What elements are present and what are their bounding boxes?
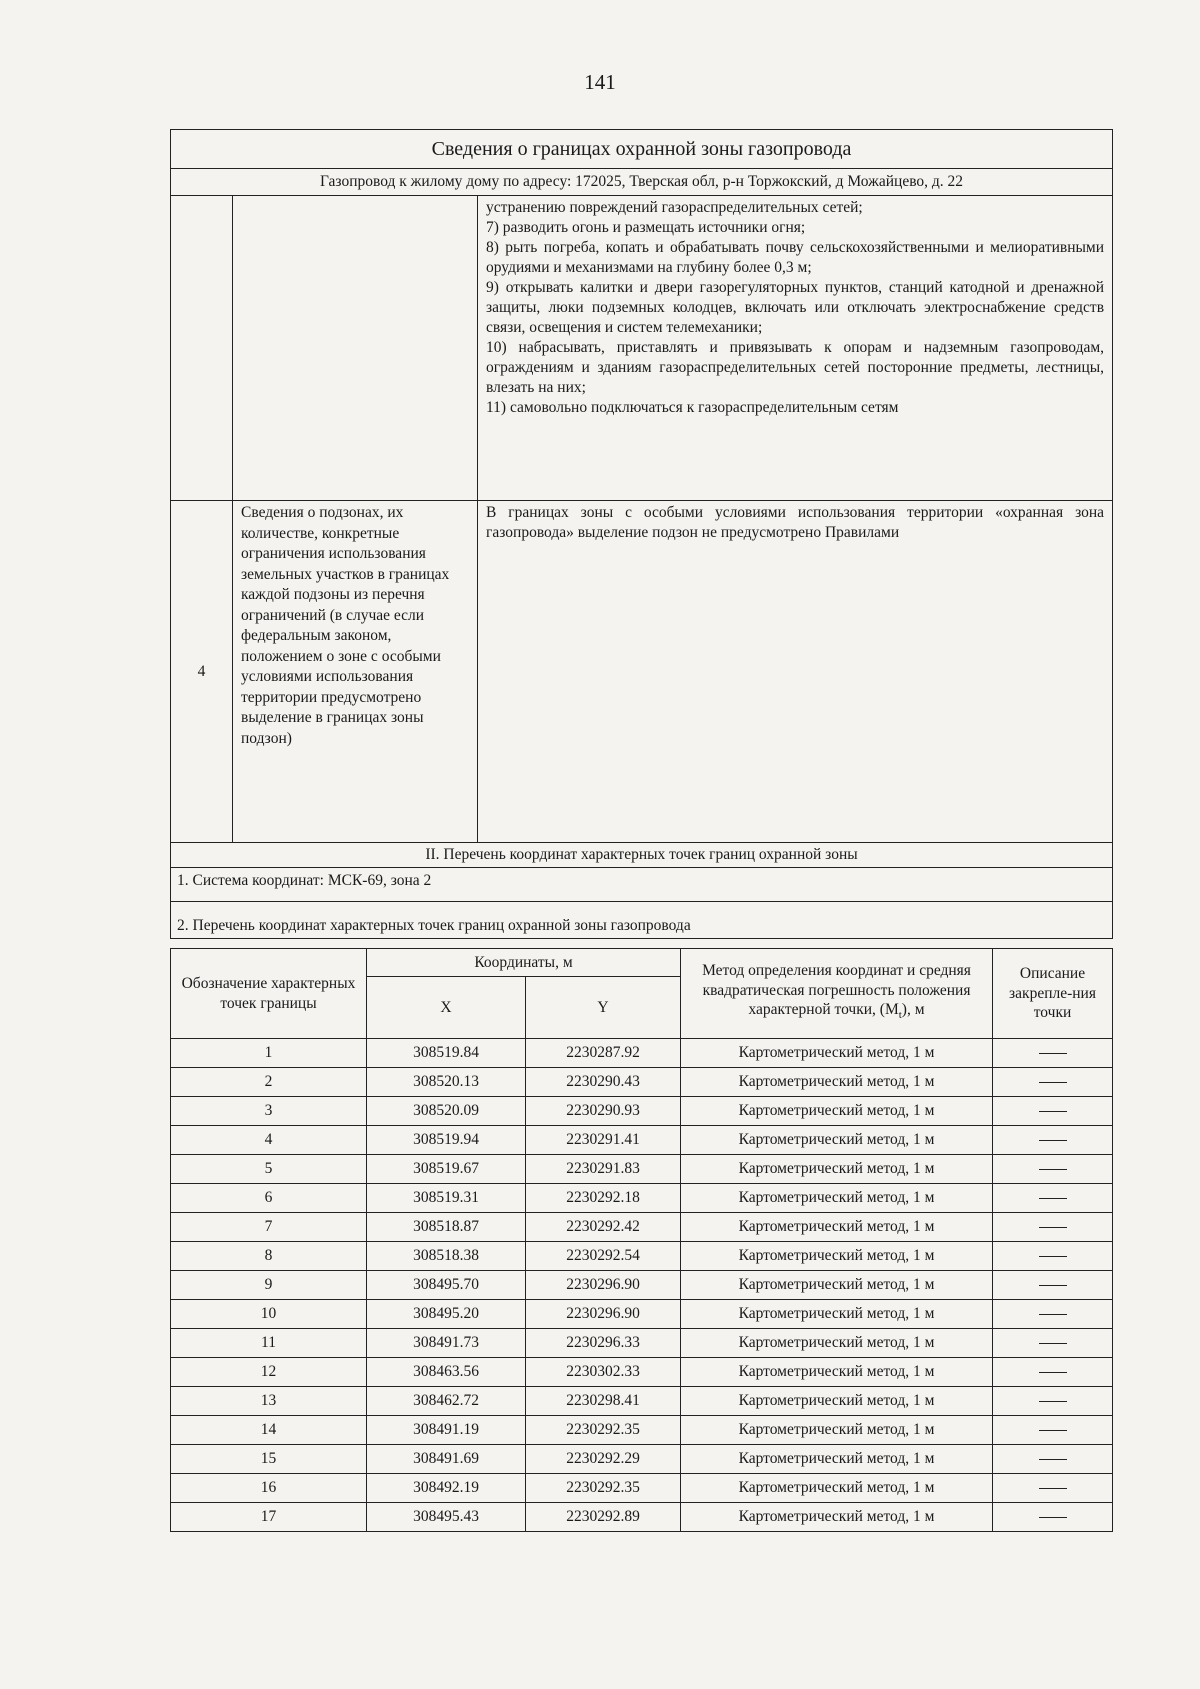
restriction-line: 10) набрасывать, приставлять и привязывать к опорам и надземным газопроводам, ограждениям и зданиям газораспределительных сетей посторонние предметы, лестницы, влезать на них; [486, 339, 1105, 396]
x-coordinate: 308519.31 [367, 1184, 526, 1213]
method-cell: Картометрический метод, 1 м [681, 1213, 993, 1242]
point-number: 7 [171, 1213, 367, 1242]
x-coordinate: 308519.84 [367, 1039, 526, 1068]
empty-number-cell [171, 196, 233, 501]
method-cell: Картометрический метод, 1 м [681, 1358, 993, 1387]
restriction-line: 11) самовольно подключаться к газораспределительным сетям [486, 399, 899, 416]
description-cell [993, 1155, 1113, 1184]
y-coordinate: 2230296.33 [526, 1329, 681, 1358]
coordinates-table [170, 948, 1113, 1532]
dash-mark [1039, 1082, 1067, 1083]
x-coordinate: 308520.13 [367, 1068, 526, 1097]
point-number: 5 [171, 1155, 367, 1184]
point-number: 9 [171, 1271, 367, 1300]
point-number: 1 [171, 1039, 367, 1068]
description-cell [993, 1300, 1113, 1329]
y-coordinate: 2230302.33 [526, 1358, 681, 1387]
y-coordinate: 2230287.92 [526, 1039, 681, 1068]
table-row [171, 1358, 1113, 1387]
dash-mark [1039, 1227, 1067, 1228]
table-row [171, 1329, 1113, 1358]
point-number: 4 [171, 1126, 367, 1155]
y-coordinate: 2230296.90 [526, 1271, 681, 1300]
table-row [171, 1155, 1113, 1184]
x-coordinate: 308518.87 [367, 1213, 526, 1242]
dash-mark [1039, 1459, 1067, 1460]
table-row [171, 1474, 1113, 1503]
x-coordinate: 308495.20 [367, 1300, 526, 1329]
y-coordinate: 2230292.35 [526, 1474, 681, 1503]
method-cell: Картометрический метод, 1 м [681, 1445, 993, 1474]
zone-info-table [170, 129, 1113, 939]
restrictions-continuation [478, 196, 1113, 501]
y-coordinate: 2230292.35 [526, 1416, 681, 1445]
restriction-line: устранению повреждений газораспределительных сетей; [486, 199, 863, 216]
x-coordinate: 308492.19 [367, 1474, 526, 1503]
gas-pipeline-address: Газопровод к жилому дому по адресу: 172025, Тверская обл, р-н Торжокский, д Можайцево, д. 22 [171, 169, 1113, 196]
x-coordinate: 308520.09 [367, 1097, 526, 1126]
dash-mark [1039, 1430, 1067, 1431]
method-cell: Картометрический метод, 1 м [681, 1387, 993, 1416]
x-coordinate: 308491.73 [367, 1329, 526, 1358]
x-coordinate: 308491.19 [367, 1416, 526, 1445]
y-coordinate: 2230292.89 [526, 1503, 681, 1532]
dash-mark [1039, 1343, 1067, 1344]
subzones-label: Сведения о подзонах, их количестве, конкретные ограничения использования земельных участков в границах каждой подзоны из перечня ограничений (в случае если федеральным законом, положением о зоне с особыми условиями использования территории предусмотрено выделение в границах зоны подзон) [233, 501, 478, 843]
method-cell: Картометрический метод, 1 м [681, 1416, 993, 1445]
description-cell [993, 1416, 1113, 1445]
y-coordinate: 2230291.41 [526, 1126, 681, 1155]
x-coordinate: 308462.72 [367, 1387, 526, 1416]
point-number: 13 [171, 1387, 367, 1416]
table-row [171, 1387, 1113, 1416]
method-cell: Картометрический метод, 1 м [681, 1329, 993, 1358]
description-cell [993, 1329, 1113, 1358]
method-cell: Картометрический метод, 1 м [681, 1126, 993, 1155]
table-row [171, 1271, 1113, 1300]
method-cell: Картометрический метод, 1 м [681, 1474, 993, 1503]
description-cell [993, 1097, 1113, 1126]
y-coordinate: 2230292.29 [526, 1445, 681, 1474]
y-coordinate: 2230290.43 [526, 1068, 681, 1097]
dash-mark [1039, 1488, 1067, 1489]
method-cell: Картометрический метод, 1 м [681, 1068, 993, 1097]
y-coordinate: 2230291.83 [526, 1155, 681, 1184]
section-2-title: II. Перечень координат характерных точек границ охранной зоны [171, 843, 1113, 868]
description-cell [993, 1039, 1113, 1068]
description-header: Описание закрепле-ния точки [993, 949, 1113, 1039]
empty-label-cell [233, 196, 478, 501]
description-cell [993, 1184, 1113, 1213]
table-row [171, 1126, 1113, 1155]
dash-mark [1039, 1517, 1067, 1518]
dash-mark [1039, 1140, 1067, 1141]
method-cell: Картометрический метод, 1 м [681, 1155, 993, 1184]
method-header: Метод определения координат и средняя квадратическая погрешность положения характерной точки, $(M_t)$, м [681, 949, 993, 1039]
dash-mark [1039, 1285, 1067, 1286]
restriction-line: 9) открывать калитки и двери газорегуляторных пунктов, станций катодной и дренажной защиты, люки подземных колодцев, включать или отключать электроснабжение средств связи, освещения и систем телемеханики; [486, 279, 1105, 336]
point-number: 8 [171, 1242, 367, 1271]
table-row [171, 1300, 1113, 1329]
description-cell [993, 1213, 1113, 1242]
y-coordinate: 2230296.90 [526, 1300, 681, 1329]
dash-mark [1039, 1401, 1067, 1402]
point-number: 3 [171, 1097, 367, 1126]
point-number: 6 [171, 1184, 367, 1213]
x-coordinate: 308463.56 [367, 1358, 526, 1387]
method-cell: Картометрический метод, 1 м [681, 1184, 993, 1213]
x-coordinate: 308518.38 [367, 1242, 526, 1271]
description-cell [993, 1126, 1113, 1155]
table-row [171, 1039, 1113, 1068]
point-number: 17 [171, 1503, 367, 1532]
table-row [171, 1097, 1113, 1126]
method-cell: Картометрический метод, 1 м [681, 1097, 993, 1126]
method-cell: Картометрический метод, 1 м [681, 1300, 993, 1329]
page-number: 141 [584, 70, 616, 94]
y-coordinate: 2230292.54 [526, 1242, 681, 1271]
x-coordinate: 308491.69 [367, 1445, 526, 1474]
table-row [171, 1445, 1113, 1474]
dash-mark [1039, 1372, 1067, 1373]
point-number: 16 [171, 1474, 367, 1503]
x-coordinate: 308519.67 [367, 1155, 526, 1184]
point-number: 2 [171, 1068, 367, 1097]
y-header: Y [526, 977, 681, 1039]
method-cell: Картометрический метод, 1 м [681, 1271, 993, 1300]
x-coordinate: 308495.70 [367, 1271, 526, 1300]
y-coordinate: 2230290.93 [526, 1097, 681, 1126]
dash-mark [1039, 1256, 1067, 1257]
description-cell [993, 1445, 1113, 1474]
description-cell [993, 1068, 1113, 1097]
table-row [171, 1503, 1113, 1532]
method-cell: Картометрический метод, 1 м [681, 1039, 993, 1068]
x-coordinate: 308495.43 [367, 1503, 526, 1532]
y-coordinate: 2230298.41 [526, 1387, 681, 1416]
table-row [171, 1242, 1113, 1271]
table-row [171, 1213, 1113, 1242]
restriction-line: 8) рыть погреба, копать и обрабатывать почву сельскохозяйственными и мелиоративными орудиями и механизмами на глубину более 0,3 м; [486, 239, 1105, 276]
x-header: X [367, 977, 526, 1039]
subzones-value: В границах зоны с особыми условиями использования территории «охранная зона газопровода» выделение подзон не предусмотрено Правилами [478, 501, 1113, 843]
method-cell: Картометрический метод, 1 м [681, 1503, 993, 1532]
description-cell [993, 1387, 1113, 1416]
table-row [171, 1416, 1113, 1445]
coordinate-system: 1. Система координат: МСК-69, зона 2 [171, 868, 1113, 902]
point-number: 14 [171, 1416, 367, 1445]
point-number: 11 [171, 1329, 367, 1358]
method-cell: Картометрический метод, 1 м [681, 1242, 993, 1271]
description-cell [993, 1271, 1113, 1300]
dash-mark [1039, 1169, 1067, 1170]
table-row [171, 1184, 1113, 1213]
point-number: 10 [171, 1300, 367, 1329]
coordinate-list-title: 2. Перечень координат характерных точек границ охранной зоны газопровода [171, 902, 1113, 939]
y-coordinate: 2230292.42 [526, 1213, 681, 1242]
description-cell [993, 1503, 1113, 1532]
description-cell [993, 1242, 1113, 1271]
y-coordinate: 2230292.18 [526, 1184, 681, 1213]
row-number: 4 [171, 501, 233, 843]
document-title: Сведения о границах охранной зоны газопровода [171, 130, 1113, 169]
dash-mark [1039, 1111, 1067, 1112]
dash-mark [1039, 1314, 1067, 1315]
description-cell [993, 1474, 1113, 1503]
table-row [171, 1068, 1113, 1097]
description-cell [993, 1358, 1113, 1387]
dash-mark [1039, 1053, 1067, 1054]
point-number: 15 [171, 1445, 367, 1474]
coordinates-header: Координаты, м [367, 949, 681, 977]
point-header: Обозначение характерных точек границы [171, 949, 367, 1039]
x-coordinate: 308519.94 [367, 1126, 526, 1155]
point-number: 12 [171, 1358, 367, 1387]
restriction-line: 7) разводить огонь и размещать источники огня; [486, 219, 806, 236]
dash-mark [1039, 1198, 1067, 1199]
